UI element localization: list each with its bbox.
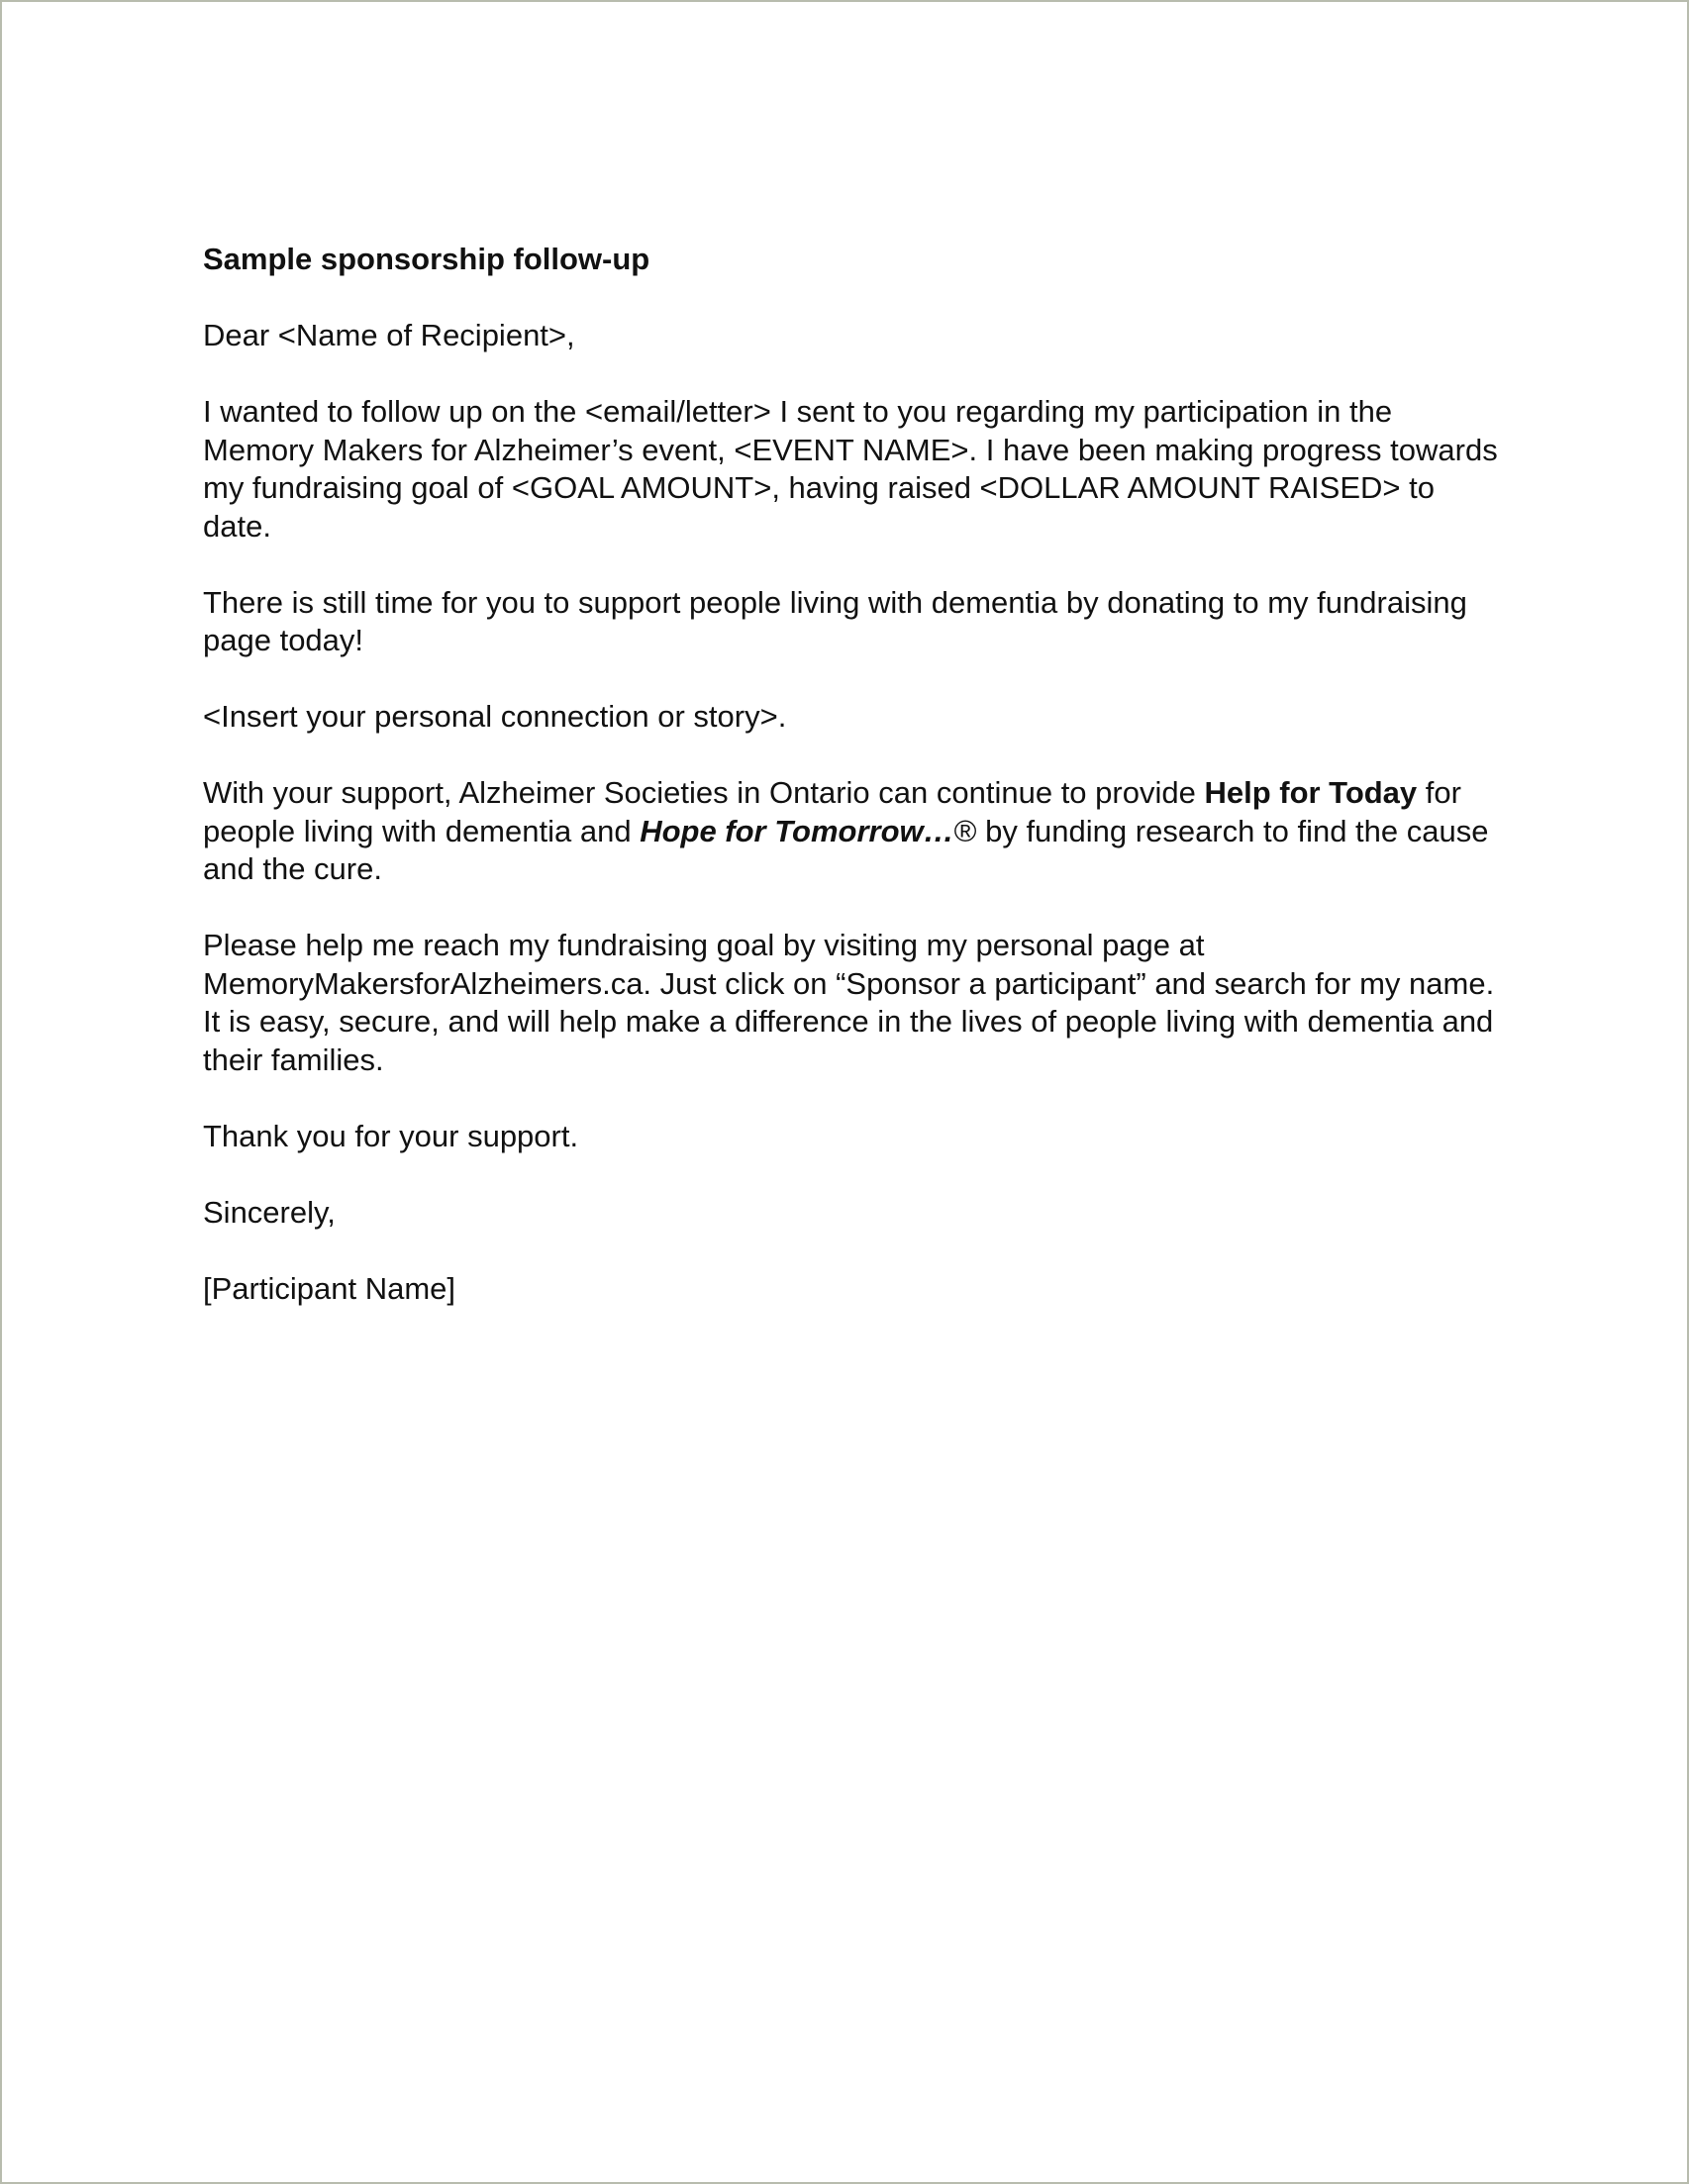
paragraph-progress: I wanted to follow up on the <email/letter> I sent to you regarding my participation in the Memory Makers for Alzheimer’s event, <EVENT NAME>. I have been making progress towards my fundraising goal of <GOAL AMOUNT>, having raised <DOLLAR AMOUNT RAISED> to date.: [203, 394, 1498, 544]
hope-for-tomorrow: Hope for Tomorrow…: [640, 813, 954, 848]
salutation: Dear <Name of Recipient>,: [203, 318, 575, 352]
thanks-line: Thank you for your support.: [203, 1118, 579, 1153]
support-text-3: ® by funding research to find the cause and the cure.: [203, 813, 1489, 886]
help-for-today: Help for Today: [1204, 775, 1418, 810]
support-text-1: With your support, Alzheimer Societies in Ontario can continue to provide: [203, 775, 1205, 810]
signature-line: [Participant Name]: [203, 1270, 455, 1306]
paragraph-story: <Insert your personal connection or story>.: [203, 699, 787, 734]
paragraph-support: [203, 774, 1510, 889]
paragraph-request: Please help me reach my fundraising goal by visiting my personal page at MemoryMakersforAlzheimers.ca. Just click on “Sponsor a participant” and search for my name. It is easy, secure, and will help make a difference in the lives of people living with dementia and their families.: [203, 928, 1495, 1077]
paragraph-time: There is still time for you to support people living with dementia by donating to my fundraising page today!: [203, 584, 1467, 657]
document-title: Sample sponsorship follow-up: [203, 242, 650, 276]
closing-line: Sincerely,: [203, 1194, 336, 1230]
support-text-2: for people living with dementia and: [203, 775, 1461, 848]
letter-body: [203, 241, 1510, 1346]
